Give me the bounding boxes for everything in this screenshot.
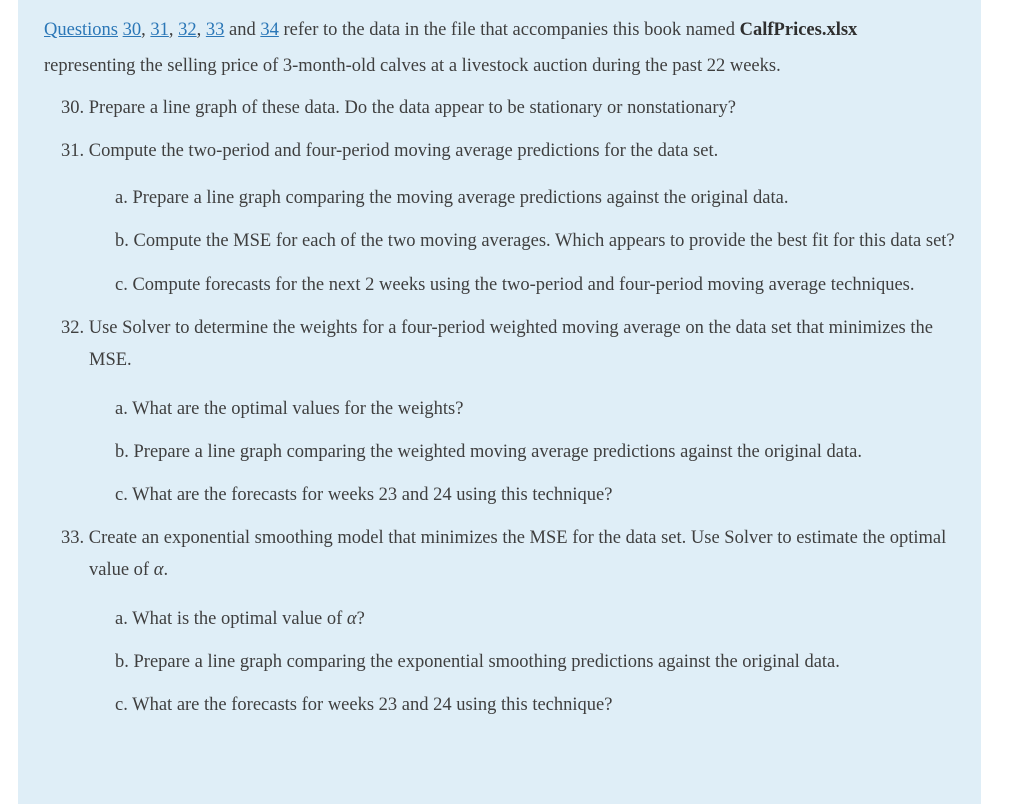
question-33-c: [44, 689, 983, 721]
question-33-link[interactable]: 33: [205, 20, 225, 40]
question-33-a: [44, 603, 983, 635]
subquestion-text: b. Compute the MSE for each of the two moving averages. Which appears to provide the best fit for this data set?: [115, 231, 955, 251]
question-31-a: [44, 182, 983, 214]
alpha-symbol: α: [346, 609, 357, 629]
question-30-link[interactable]: 30: [122, 20, 142, 40]
question-32: [44, 312, 951, 376]
question-32-c: [44, 479, 983, 511]
questions-link-text[interactable]: Questions: [44, 20, 118, 40]
question-31-link[interactable]: 31: [150, 20, 169, 40]
subquestion-text: a. What are the optimal values for the weights?: [115, 399, 464, 419]
question-32-a: [44, 393, 983, 425]
intro-text-end: representing the selling price of 3-month-old calves at a livestock auction during the past 22 weeks.: [44, 56, 781, 76]
comma-separator: ,: [168, 20, 179, 40]
subquestion-text: [115, 603, 983, 635]
comma-separator: ,: [141, 20, 151, 40]
subquestion-text: c. What are the forecasts for weeks 23 and 24 using this technique?: [115, 695, 613, 715]
question-text-end: .: [163, 560, 169, 580]
question-text: 31. Compute the two-period and four-period moving average predictions for the data set.: [61, 141, 719, 161]
question-31: [44, 135, 951, 167]
question-text: 32. Use Solver to determine the weights for a four-period weighted moving average on the data set that minimizes the MSE.: [61, 318, 933, 370]
comma-separator: ,: [196, 20, 206, 40]
subquestion-text: b. Prepare a line graph comparing the exponential smoothing predictions against the original data.: [115, 652, 840, 672]
content-panel: [18, 0, 981, 804]
question-33-b: [44, 646, 983, 678]
intro-paragraph: [44, 12, 949, 84]
question-32-link[interactable]: 32: [178, 20, 197, 40]
question-30: [44, 92, 951, 124]
subquestion-text: c. Compute forecasts for the next 2 weeks using the two-period and four-period moving average techniques.: [115, 275, 915, 295]
question-32-b: [44, 436, 983, 468]
question-34-link[interactable]: 34: [260, 20, 279, 40]
question-31-b: [44, 225, 983, 257]
subquestion-text: a. Prepare a line graph comparing the moving average predictions against the original data.: [115, 188, 789, 208]
question-31-c: [44, 269, 983, 301]
question-33: [44, 522, 951, 586]
subquestion-text-end: ?: [356, 609, 365, 629]
alpha-symbol: α: [153, 560, 164, 580]
subquestion-text: b. Prepare a line graph comparing the weighted moving average predictions against the original data.: [115, 442, 862, 462]
question-text-start: 33. Create an exponential smoothing model that minimizes the MSE for the data set. Use Solver to estimate the optimal value of: [61, 528, 947, 580]
question-text: 30. Prepare a line graph of these data. Do the data appear to be stationary or nonstationary?: [61, 98, 736, 118]
intro-text: refer to the data in the file that accompanies this book named: [278, 20, 740, 40]
question-text: [61, 522, 951, 586]
subquestion-text: c. What are the forecasts for weeks 23 and 24 using this technique?: [115, 485, 613, 505]
subquestion-text-start: a. What is the optimal value of: [115, 609, 347, 629]
and-word: and: [224, 20, 261, 40]
data-filename: CalfPrices.xlsx: [739, 20, 858, 40]
